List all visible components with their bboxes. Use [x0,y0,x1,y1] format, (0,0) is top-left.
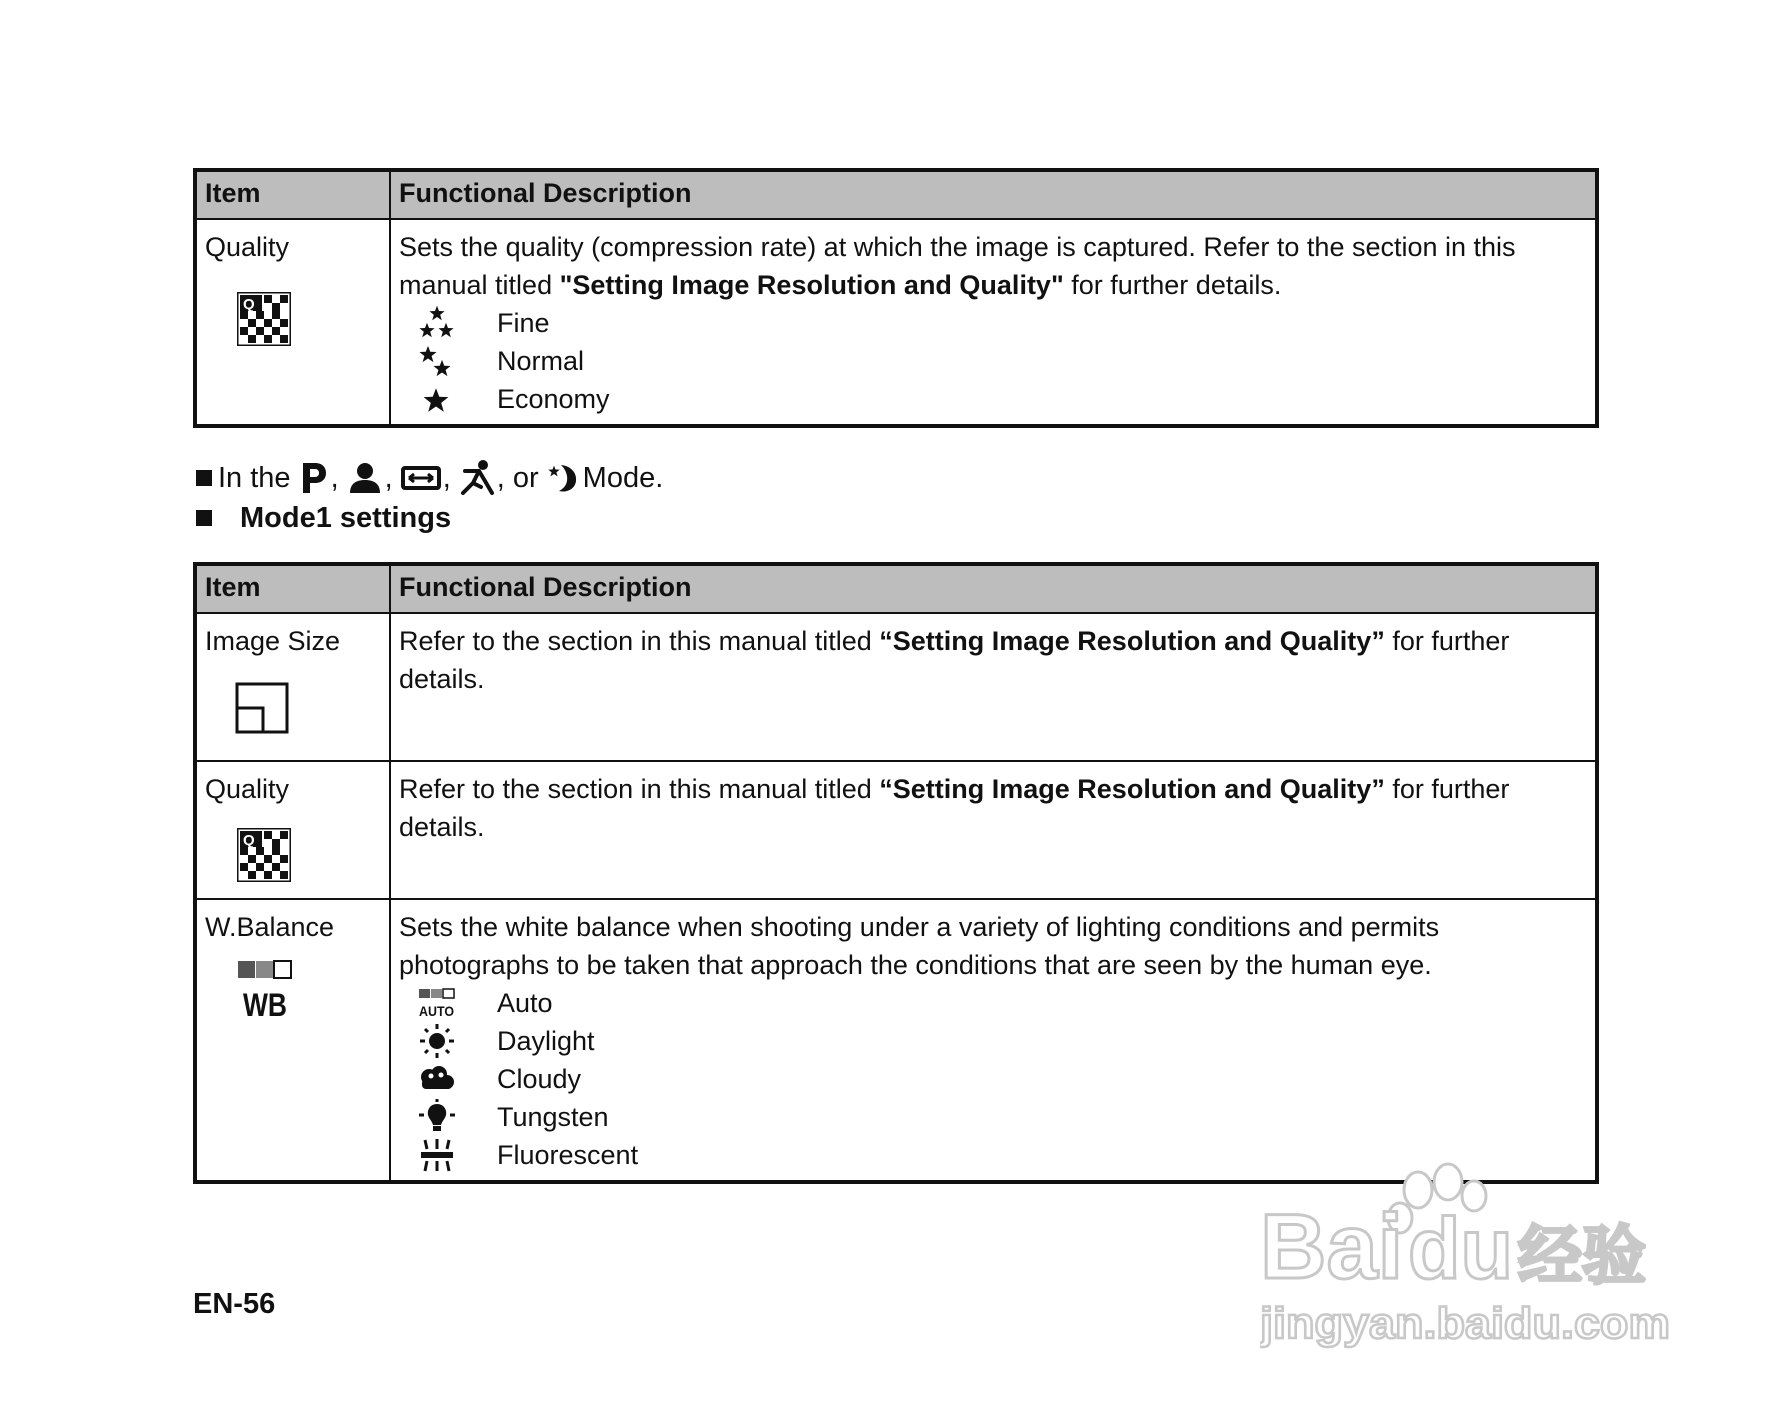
mode-bullets [196,458,669,538]
description-cell [390,899,1597,1182]
svg-text:du: du [1408,1201,1514,1297]
panorama-mode-icon [401,463,441,493]
table-row [195,761,1597,899]
description-cell [390,613,1597,761]
svg-text:Bai: Bai [1260,1196,1404,1298]
svg-text:Q: Q [243,832,255,849]
description-cell [390,219,1597,426]
svg-text:Q: Q [243,296,255,313]
description-text: Refer to the section in this manual titled “Setting Image Resolution and Quality” for further details. [399,626,1510,694]
quality-checker-icon [237,828,381,892]
wb-auto-icon [417,984,463,1022]
description-text: Sets the quality (compression rate) at which the image is captured. Refer to the section in this manual titled "Setting Image Resolution and Quality" for further details. [399,232,1516,300]
white-balance-icon [237,960,381,1030]
fluorescent-icon [417,1136,463,1174]
mode1-settings-table [193,562,1599,1184]
table-row [195,613,1597,761]
description-text: Sets the white balance when shooting under a variety of lighting conditions and permits photographs to be taken that approach the conditions that are seen by the human eye. [399,912,1440,980]
three-stars-icon [417,304,463,342]
svg-text:jingyan.baidu.com: jingyan.baidu.com [1260,1299,1670,1348]
mode-bullet: In the , , , , or Mode. [196,458,669,498]
daylight-icon [417,1022,463,1060]
column-header-description: Functional Description [390,170,1597,219]
item-cell [195,899,390,1182]
table-row [195,219,1597,426]
svg-text:经验: 经验 [1518,1220,1646,1294]
table-row [195,899,1597,1182]
column-header-description: Functional Description [390,564,1597,613]
sports-mode-icon [459,459,495,497]
item-label: Quality [205,232,290,262]
item-cell [195,219,390,426]
option-fluorescent: Fluorescent [417,1136,1587,1174]
baidu-watermark [1260,1160,1680,1360]
description-text: Refer to the section in this manual titled “Setting Image Resolution and Quality” for further details. [399,774,1510,842]
portrait-mode-icon [347,461,383,495]
two-stars-icon [417,342,463,380]
program-mode-icon [299,461,329,495]
item-label: Quality [205,774,290,804]
page-number: EN-56 [193,1288,276,1320]
quality-checker-icon [237,292,381,356]
column-header-item: Item [195,564,390,613]
item-cell [195,613,390,761]
svg-text:AUTO: AUTO [419,1003,455,1019]
option-daylight: Daylight [417,1022,1587,1060]
settings-bullet: Mode1 settings [196,498,669,538]
item-cell [195,761,390,899]
tungsten-icon [417,1098,463,1136]
one-star-icon [417,380,463,418]
svg-text:WB: WB [243,987,287,1020]
cloudy-icon [417,1060,463,1098]
option-cloudy: Cloudy [417,1060,1587,1098]
item-label: Image Size [205,626,341,656]
night-mode-icon [547,461,581,495]
bullet-square [196,470,212,486]
option-economy: Economy [417,380,1587,418]
image-size-icon [235,682,381,744]
option-auto: AUTO Auto [417,984,1587,1022]
description-cell [390,761,1597,899]
column-header-item: Item [195,170,390,219]
item-label: W.Balance [205,912,335,942]
option-tungsten: Tungsten [417,1098,1587,1136]
option-fine: Fine [417,304,1587,342]
bullet-square [196,510,212,526]
option-normal: Normal [417,342,1587,380]
quality-table [193,168,1599,428]
